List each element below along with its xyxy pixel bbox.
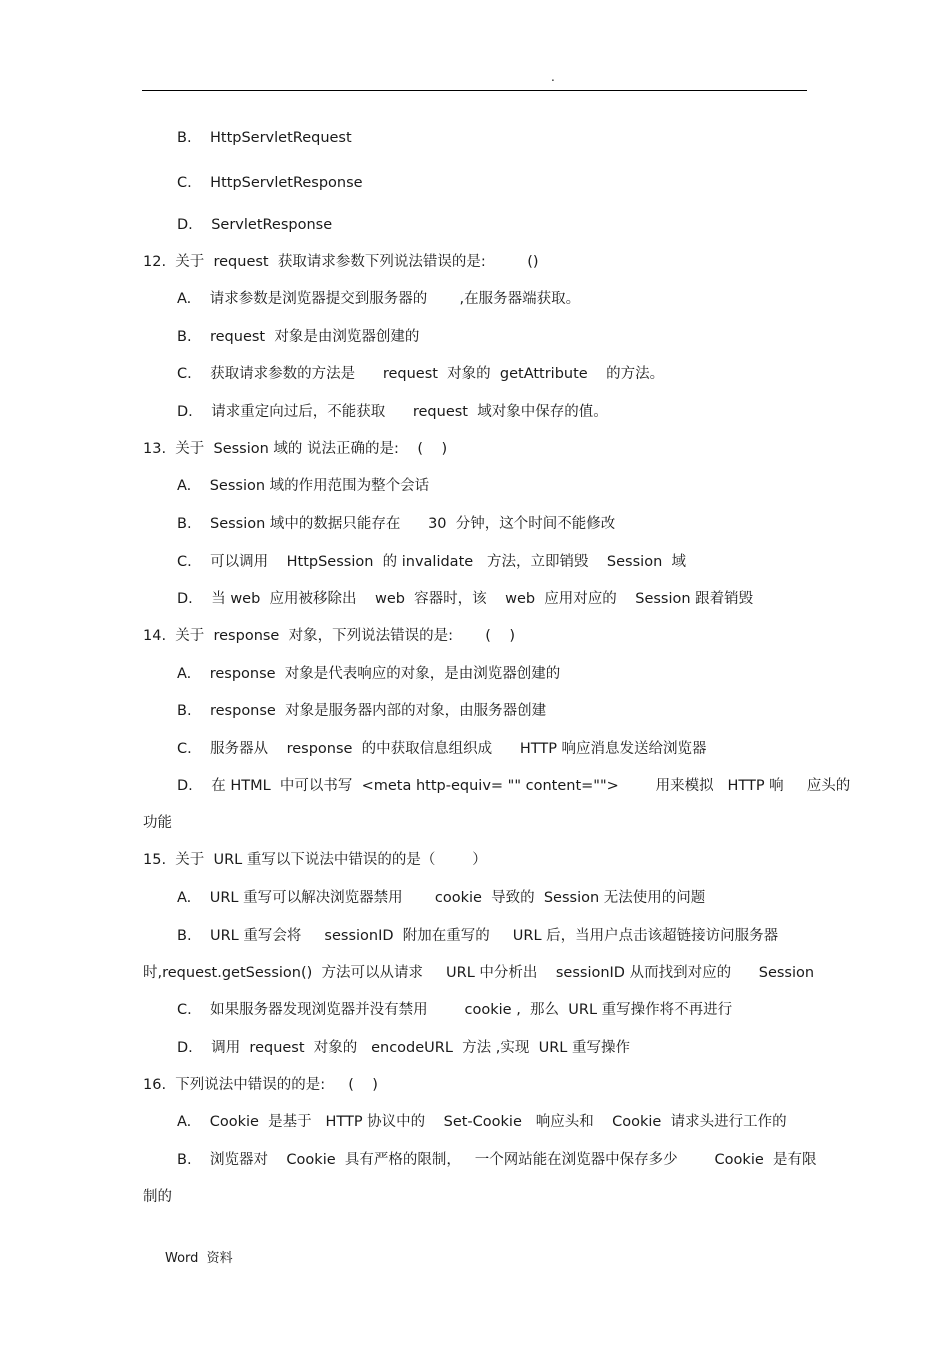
- option-line: D. 调用 request 对象的 encodeURL 方法 ,实现 URL 重写操作: [177, 1040, 630, 1056]
- option-line: D. 请求重定向过后，不能获取 request 域对象中保存的值。: [177, 404, 608, 420]
- option-line: D. ServletResponse: [177, 217, 333, 233]
- option-line: A. Cookie 是基于 HTTP 协议中的 Set-Cookie 响应头和 Cookie 请求头进行工作的: [177, 1114, 787, 1130]
- question-line: 12. 关于 request 获取请求参数下列说法错误的是: (): [143, 254, 539, 270]
- question-line: 14. 关于 response 对象，下列说法错误的是: ( ): [143, 628, 515, 644]
- option-line: B. Session 域中的数据只能存在 30 分钟，这个时间不能修改: [177, 516, 616, 532]
- option-line: C. HttpServletResponse: [177, 175, 363, 191]
- option-line: B. URL 重写会将 sessionID 附加在重写的 URL 后，当用户点击该超链接访问服务器: [177, 928, 779, 944]
- option-line: C. 可以调用 HttpSession 的 invalidate 方法，立即销毁 Session 域: [177, 554, 686, 570]
- header-rule: [142, 90, 807, 91]
- option-line: B. HttpServletRequest: [177, 130, 352, 146]
- option-line: D. 在 HTML 中可以书写 <meta http-equiv= "" content=""> 用来模拟 HTTP 响 应头的: [177, 778, 851, 794]
- footer-label: Word 资料: [165, 1251, 233, 1266]
- option-line: B. response 对象是服务器内部的对象，由服务器创建: [177, 703, 547, 719]
- option-line: C. 如果服务器发现浏览器并没有禁用 cookie , 那么 URL 重写操作将不再进行: [177, 1002, 733, 1018]
- header-mark: .: [551, 70, 555, 84]
- option-line: B. 浏览器对 Cookie 具有严格的限制， 一个网站能在浏览器中保存多少 Cookie 是有限: [177, 1152, 817, 1168]
- option-line: C. 服务器从 response 的中获取信息组织成 HTTP 响应消息发送给浏览器: [177, 741, 707, 757]
- option-line: A. response 对象是代表响应的对象，是由浏览器创建的: [177, 666, 561, 682]
- option-line: D. 当 web 应用被移除出 web 容器时，该 web 应用对应的 Session 跟着销毁: [177, 591, 754, 607]
- option-line: A. 请求参数是浏览器提交到服务器的 ,在服务器端获取。: [177, 291, 581, 307]
- option-line: C. 获取请求参数的方法是 request 对象的 getAttribute 的方法。: [177, 366, 665, 382]
- question-line: 13. 关于 Session 域的 说法正确的是: ( ): [143, 441, 448, 457]
- option-line: A. URL 重写可以解决浏览器禁用 cookie 导致的 Session 无法使用的问题: [177, 890, 706, 906]
- continuation-line: 制的: [143, 1189, 172, 1205]
- question-line: 16. 下列说法中错误的的是: ( ): [143, 1077, 378, 1093]
- option-line: B. request 对象是由浏览器创建的: [177, 329, 420, 345]
- continuation-line: 时,request.getSession() 方法可以从请求 URL 中分析出 sessionID 从而找到对应的 Session: [143, 965, 815, 981]
- option-line: A. Session 域的作用范围为整个会话: [177, 478, 430, 494]
- question-line: 15. 关于 URL 重写以下说法中错误的的是（ ）: [143, 852, 487, 868]
- continuation-line: 功能: [143, 815, 172, 831]
